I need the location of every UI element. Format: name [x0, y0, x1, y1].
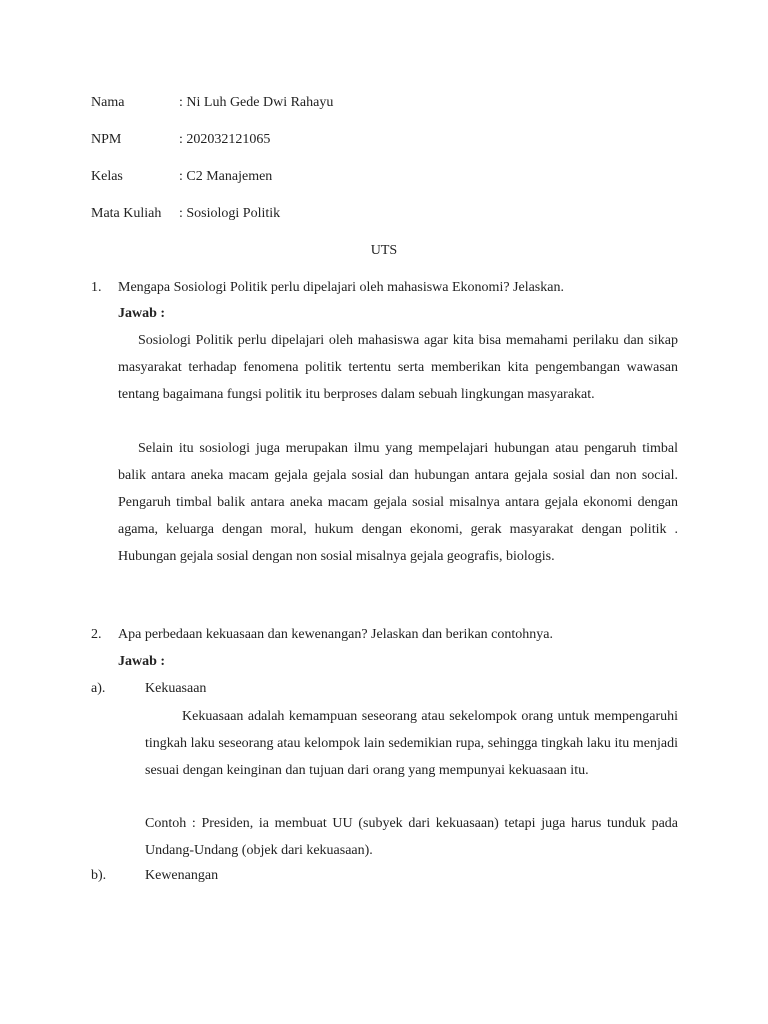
q2-b-label: b). [91, 868, 107, 883]
q2-question: Apa perbedaan kekuasaan dan kewenangan? Jelaskan dan berikan contohnya. [118, 627, 553, 642]
q2-a-title: Kekuasaan [145, 681, 207, 696]
q1-answer-paragraph-1: Sosiologi Politik perlu dipelajari oleh mahasiswa agar kita bisa memahami perilaku dan sikap masyarakat terhadap fenomena politik tertentu serta memberikan kita pengembangan wawasan tentang bagaimana fungsi politik itu berproses dalam sebuah lingkungan masyarakat. [118, 333, 678, 402]
class-label: Kelas [91, 169, 123, 184]
q2-a-label: a). [91, 681, 106, 696]
q2-a-paragraph: Kekuasaan adalah kemampuan seseorang atau sekelompok orang untuk mempengaruhi tingkah laku seseorang atau kelompok lain sedemikian rupa, sehingga tingkah laku itu menjadi sesuai dengan keinginan dan tujuan dari orang yang mempunyai kekuasaan itu. [145, 709, 678, 778]
q2-a-example: Contoh : Presiden, ia membuat UU (subyek dari kekuasaan) tetapi juga harus tunduk pada Undang-Undang (objek dari kekuasaan). [145, 816, 678, 858]
course-value: : Sosiologi Politik [179, 206, 281, 221]
q2-b-title: Kewenangan [145, 868, 219, 883]
q2-answer-label: Jawab : [118, 654, 166, 669]
npm-label: NPM [91, 132, 122, 147]
document-title: UTS [370, 243, 398, 258]
q1-answer-label: Jawab : [118, 306, 166, 321]
name-value: : Ni Luh Gede Dwi Rahayu [179, 95, 334, 110]
q1-question: Mengapa Sosiologi Politik perlu dipelajari oleh mahasiswa Ekonomi? Jelaskan. [118, 280, 564, 295]
q1-number: 1. [91, 280, 102, 295]
name-label: Nama [91, 95, 125, 110]
class-value: : C2 Manajemen [179, 169, 273, 184]
npm-value: : 202032121065 [179, 132, 271, 147]
q1-answer-paragraph-2: Selain itu sosiologi juga merupakan ilmu yang mempelajari hubungan atau pengaruh timbal balik antara aneka macam gejala gejala sosial dan hubungan antara gejala sosial dan non social. Pengaruh timbal balik antara aneka macam gejala sosial misalnya antara gejala ekonomi dengan agama, keluarga dengan moral, hukum dengan ekonomi, gerak masyarakat dengan politik . Hubungan gejala sosial dengan non sosial misalnya gejala geografis, biologis. [118, 441, 678, 564]
q2-number: 2. [91, 627, 102, 642]
course-label: Mata Kuliah [91, 206, 162, 221]
